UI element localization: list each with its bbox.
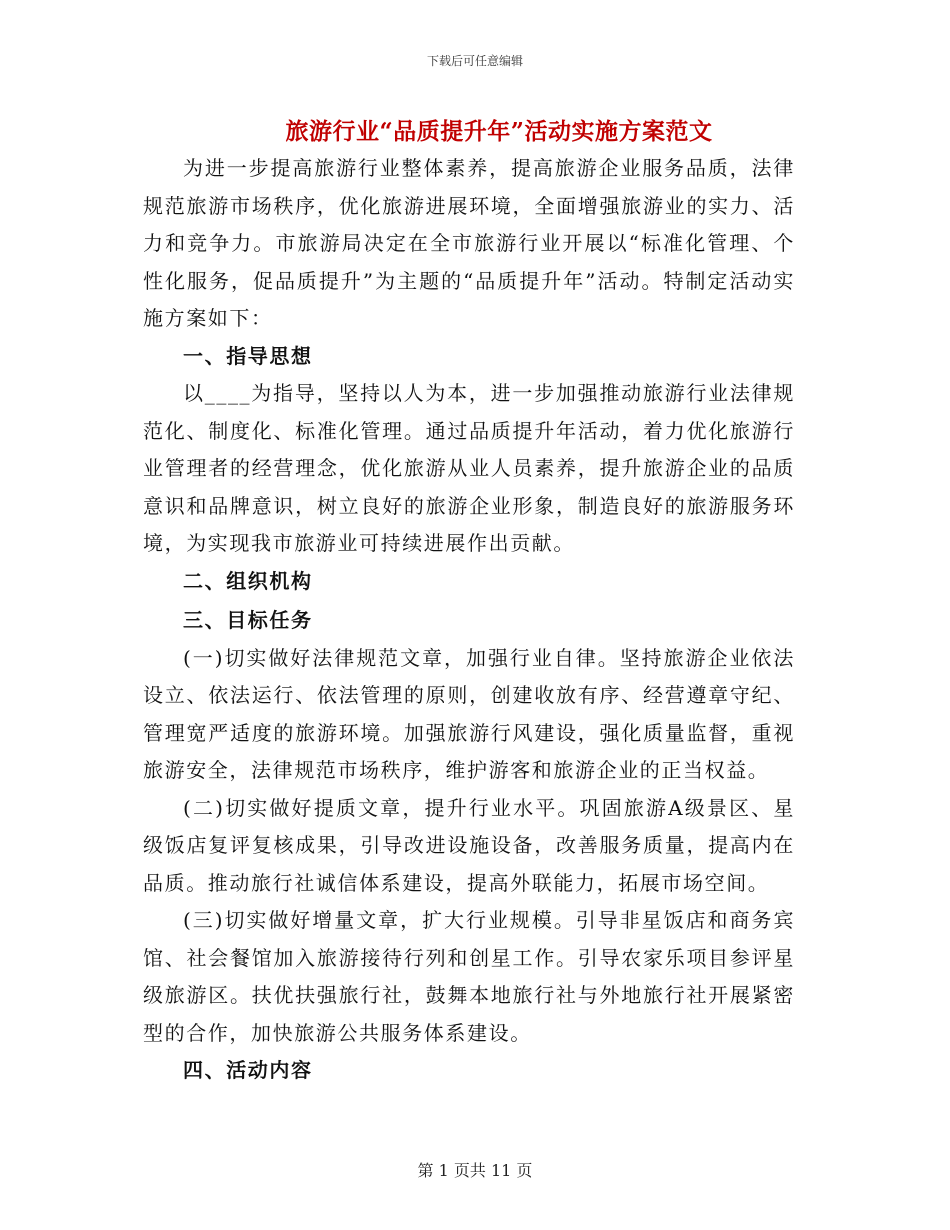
goal-paragraph-1: (一)切实做好法律规范文章，加强行业自律。坚持旅游企业依法设立、依法运行、依法管理的原则，创建收放有序、经营遵章守纪、管理宽严适度的旅游环境。加强旅游行风建设，强化质量监督，重视旅游安全，法律规范市场秩序，维护游客和旅游企业的正当权益。 <box>143 645 795 782</box>
section-heading-activities: 四、活动内容 <box>183 1058 313 1082</box>
page-number-footer: 第 1 页共 11 页 <box>417 1161 533 1180</box>
page-header-note: 下载后可任意编辑 <box>426 54 523 68</box>
section-heading-guiding-ideology: 一、指导思想 <box>183 343 313 368</box>
document-title: 旅游行业“品质提升年”活动实施方案范文 <box>285 118 713 145</box>
section-heading-organization: 二、组织机构 <box>183 568 313 593</box>
guiding-ideology-paragraph: 以____为指导，坚持以人为本，进一步加强推动旅游行业法律规范化、制度化、标准化管理。通过品质提升年活动，着力优化旅游行业管理者的经营理念，优化旅游从业人员素养，提升旅游企业的品质意识和品牌意识，树立良好的旅游企业形象，制造良好的旅游服务环境，为实现我市旅游业可持续进展作出贡献。 <box>143 381 795 555</box>
goal-paragraph-2: (二)切实做好提质文章，提升行业水平。巩固旅游A级景区、星级饭店复评复核成果，引导改进设施设备，改善服务质量，提高内在品质。推动旅行社诚信体系建设，提高外联能力，拓展市场空间。 <box>143 795 795 895</box>
document-body <box>143 150 795 1090</box>
intro-paragraph: 为进一步提高旅游行业整体素养，提高旅游企业服务品质，法律规范旅游市场秩序，优化旅游进展环境，全面增强旅游业的实力、活力和竞争力。市旅游局决定在全市旅游行业开展以“标准化管理、个性化服务，促品质提升”为主题的“品质提升年”活动。特制定活动实施方案如下： <box>143 156 795 330</box>
section-heading-goals: 三、目标任务 <box>183 608 313 632</box>
goal-paragraph-3: (三)切实做好增量文章，扩大行业规模。引导非星饭店和商务宾馆、社会餐馆加入旅游接待行列和创星工作。引导农家乐项目参评星级旅游区。扶优扶强旅行社，鼓舞本地旅行社与外地旅行社开展紧密型的合作，加快旅游公共服务体系建设。 <box>143 908 795 1045</box>
